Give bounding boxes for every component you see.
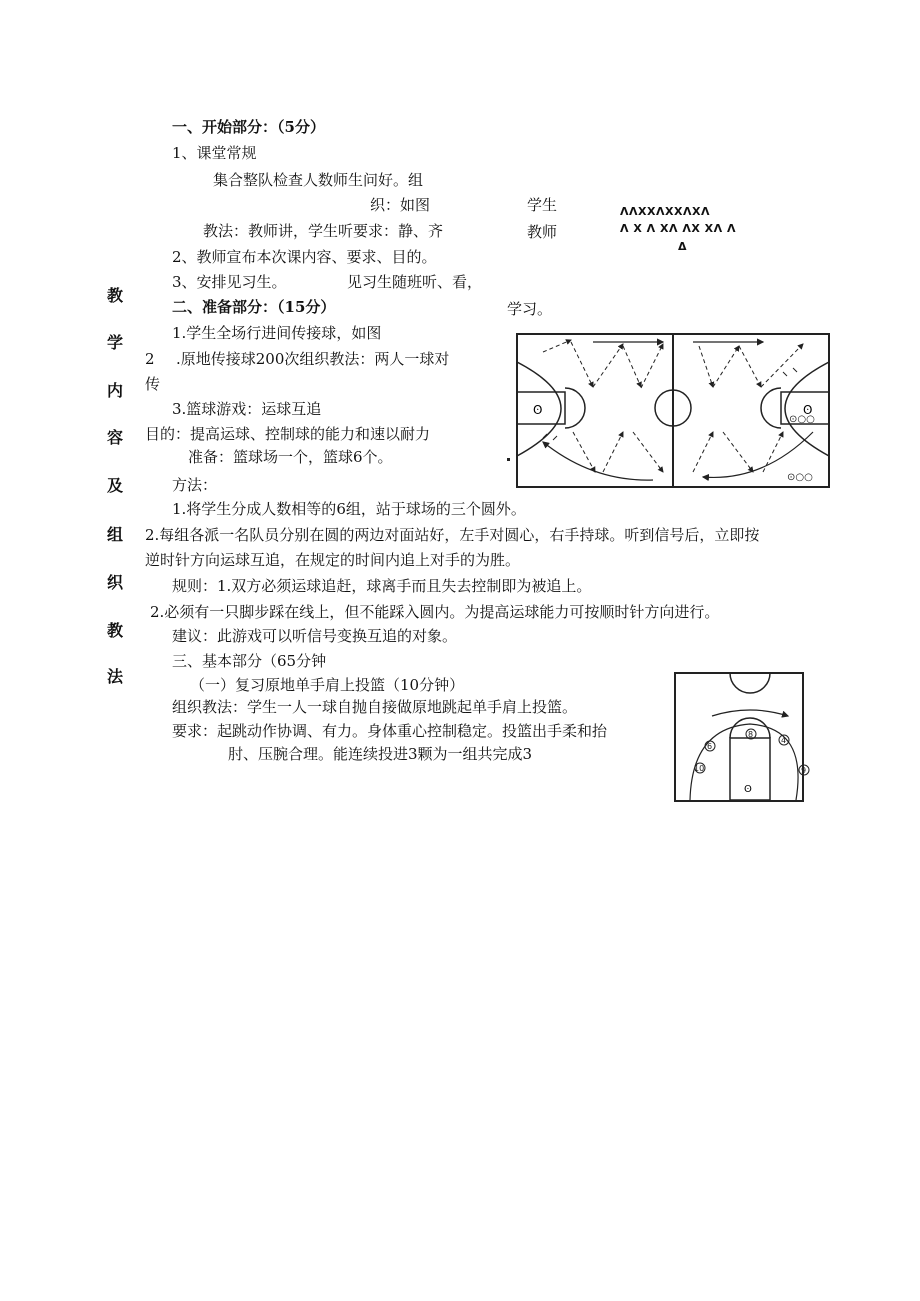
section1-item2: 2、教师宣布本次课内容、要求、目的。 bbox=[172, 248, 437, 266]
section2-m1: 1.将学生分成人数相等的6组，站于球场的三个圆外。 bbox=[172, 500, 526, 518]
section1-heading: 一、开始部分：（5分） bbox=[172, 118, 325, 136]
section1-line3: 教法：教师讲，学生听要求：静、齐 bbox=[203, 222, 444, 240]
section2-p2-cont: 传 bbox=[145, 375, 161, 393]
side-char: 教 bbox=[107, 621, 124, 640]
position-markers bbox=[694, 729, 809, 775]
section2-heading: 二、准备部分：（15分） bbox=[172, 298, 336, 316]
player-groups bbox=[787, 414, 815, 483]
formation-row3: Δ bbox=[678, 240, 688, 253]
side-char: 教 bbox=[107, 286, 124, 305]
top-circle bbox=[730, 673, 770, 693]
svg-text:⊙○○: ⊙○○ bbox=[787, 472, 813, 483]
section2-p3: 3.篮球游戏：运球互追 bbox=[172, 400, 322, 418]
side-char: 学 bbox=[107, 333, 124, 352]
section2-method: 方法： bbox=[172, 476, 218, 494]
section3-req-a: 要求：起跳动作协调、有力。身体重心控制稳定。投篮出手柔和抬 bbox=[172, 722, 608, 740]
section2-p2: .原地传接球200次组织教法：两人一球对 bbox=[176, 350, 450, 368]
section3-heading: 三、基本部分（65分钟 bbox=[172, 652, 327, 670]
side-char: 织 bbox=[107, 573, 124, 592]
side-char: 容 bbox=[107, 428, 124, 447]
section3-org: 组织教法：学生一人一球自抛自接做原地跳起单手肩上投篮。 bbox=[172, 698, 578, 716]
section1-item3c: 学习。 bbox=[507, 300, 553, 318]
full-court-diagram bbox=[513, 332, 831, 492]
section2-advice: 建议：此游戏可以听信号变换互追的对象。 bbox=[172, 627, 458, 645]
section1-item3b: 见习生随班听、看， bbox=[347, 273, 483, 291]
half-court-diagram bbox=[672, 672, 806, 804]
side-char: 内 bbox=[107, 381, 124, 400]
rotation-arrow bbox=[712, 710, 788, 716]
section2-m2b: 逆时针方向运球互追，在规定的时间内追上对手的为胜。 bbox=[145, 551, 521, 569]
position-marker: 9 bbox=[801, 766, 807, 775]
section2-prep: 准备：篮球场一个，篮球6个。 bbox=[188, 448, 393, 466]
section2-m2a: 2.每组各派一名队员分别在圆的两边对面站好，左手对圆心，右手持球。听到信号后，立即按 bbox=[145, 526, 760, 544]
section2-rule1: 规则：1.双方必须运球追赶，球离手而且失去控制即为被追上。 bbox=[172, 577, 592, 595]
section2-p2-num: 2 bbox=[145, 350, 155, 368]
section3-sub1: （一）复习原地单手肩上投篮（10分钟） bbox=[190, 676, 465, 694]
label-teacher: 教师 bbox=[527, 223, 558, 241]
return-arrows bbox=[543, 342, 813, 480]
section1-line2: 织：如图 bbox=[370, 196, 431, 214]
svg-text:⊙○○: ⊙○○ bbox=[789, 414, 815, 425]
formation-row1: ΛΛXXΛXXΛXΛ bbox=[620, 205, 710, 218]
section1-item1: 1、课堂常规 bbox=[172, 144, 257, 162]
position-marker: 10 bbox=[694, 764, 705, 773]
section3-req-b: 肘、压腕合理。能连续投进3颗为一组共完成3 bbox=[228, 745, 533, 763]
svg-text:ʘ: ʘ bbox=[744, 784, 752, 795]
side-char: 组 bbox=[107, 525, 124, 544]
position-marker: 6 bbox=[707, 742, 713, 751]
label-student: 学生 bbox=[527, 196, 558, 214]
side-char: 及 bbox=[107, 476, 124, 495]
position-marker: 4 bbox=[781, 736, 787, 745]
stray-mark bbox=[507, 458, 510, 461]
position-marker: 8 bbox=[748, 730, 754, 739]
formation-row2: Λ X Λ XΛ ΛX XΛ Λ bbox=[620, 222, 736, 235]
section1-item3a: 3、安排见习生。 bbox=[172, 273, 287, 291]
section2-p1: 1.学生全场行进间传接球，如图 bbox=[172, 324, 382, 342]
section1-line1: 集合整队检查人数师生问好。组 bbox=[213, 171, 424, 189]
side-char: 法 bbox=[107, 667, 124, 686]
section2-purpose: 目的：提高运球、控制球的能力和速以耐力 bbox=[145, 425, 431, 443]
section2-rule2: 2.必须有一只脚步踩在线上，但不能踩入圆内。为提高运球能力可按顺时针方向进行。 bbox=[150, 603, 720, 621]
svg-text:ʘ: ʘ bbox=[533, 403, 543, 417]
svg-text:ʘ: ʘ bbox=[803, 403, 813, 417]
